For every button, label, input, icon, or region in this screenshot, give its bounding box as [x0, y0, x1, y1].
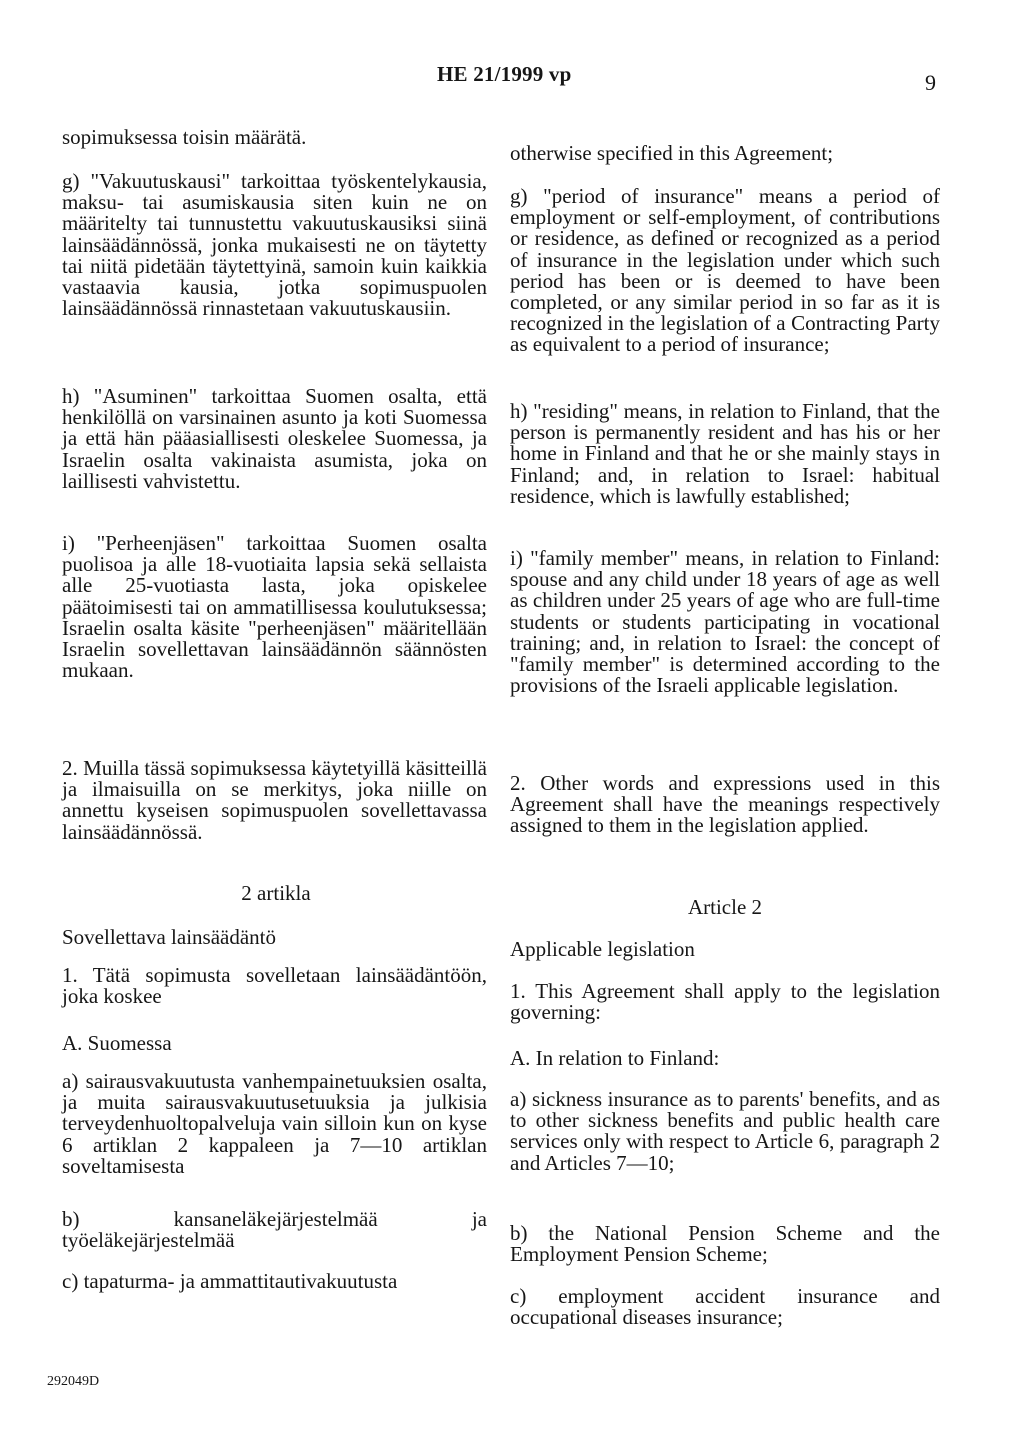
- page-number: 9: [925, 70, 936, 95]
- left-definition-g: g) "Vakuutuskausi" tarkoittaa työskentelykausia, maksu- tai asumiskausia siten kuin ne on määritelty tai tunnustettu vakuutuskausiksi siinä lainsäädännössä, jonka mukaisesti ne on täytetty tai niitä pidetään täytettyinä, samoin kuin kaikkia vastaavia kausia, jotka sopimuspuolen lainsäädännössä rinnastetaan vakuutuskausiin.: [62, 169, 487, 321]
- right-definition-h: h) "residing" means, in relation to Finland, that the person is permanently resident and has his or her home in Finland and that he or she mainly stays in Finland; and, in relation to Israel: habitual residence, which is lawfully established;: [510, 399, 940, 508]
- right-paragraph-2: 2. Other words and expressions used in this Agreement shall have the meanings respectively assigned to them in the legislation applied.: [510, 771, 940, 838]
- left-paragraph-2: 2. Muilla tässä sopimuksessa käytetyillä käsitteillä ja ilmaisuilla on se merkitys, joka niille on annettu kyseisen sopimuspuolen sovellettavassa lainsäädännössä.: [62, 756, 487, 844]
- right-article-subheading: Applicable legislation: [510, 937, 695, 961]
- left-paragraph-1: 1. Tätä sopimusta sovelletaan lainsäädäntöön, joka koskee: [62, 963, 487, 1009]
- right-article-heading: Article 2: [687, 895, 763, 919]
- right-item-c: c) employment accident insurance and occupational diseases insurance;: [510, 1284, 940, 1330]
- left-article-subheading: Sovellettava lainsäädäntö: [62, 925, 277, 949]
- right-paragraph-1: 1. This Agreement shall apply to the legislation governing:: [510, 979, 940, 1025]
- left-definition-i: i) "Perheenjäsen" tarkoittaa Suomen osalta puolisoa ja alle 18-vuotiaita lapsia sekä sellaista alle 25-vuotiasta lasta, joka opiskelee päätoimisesti tai on ammatillisessa koulutuksessa; Israelin osalta käsite "perheenjäsen" määritellään Israelin sovellettavan lainsäädännön säännösten mukaan.: [62, 531, 487, 683]
- document-code: 292049D: [47, 1374, 100, 1389]
- right-intro-line: otherwise specified in this Agreement;: [510, 141, 834, 165]
- right-section-a-heading: A. In relation to Finland:: [510, 1046, 720, 1070]
- left-item-b: b) kansaneläkejärjestelmää ja työeläkejärjestelmää: [62, 1207, 487, 1253]
- right-item-b: b) the National Pension Scheme and the Employment Pension Scheme;: [510, 1221, 940, 1267]
- left-intro-line: sopimuksessa toisin määrätä.: [62, 125, 307, 149]
- right-item-a: a) sickness insurance as to parents' benefits, and as to other sickness benefits and public health care services only with respect to Article 6, paragraph 2 and Articles 7—10;: [510, 1087, 940, 1175]
- document-header-title: HE 21/1999 vp: [437, 62, 572, 86]
- left-section-a-heading: A. Suomessa: [62, 1031, 172, 1055]
- right-definition-i: i) "family member" means, in relation to Finland: spouse and any child under 18 years of age as well as children under 25 years of age who are full-time students or students participating in vocational training; and, in relation to Israel: the concept of "family member" is determined according to the provisions of the Israeli applicable legislation.: [510, 546, 940, 698]
- left-item-a: a) sairausvakuutusta vanhempainetuuksien osalta, ja muita sairausvakuutusetuuksia ja julkisia terveydenhuoltopalveluja vain silloin kun on kyse 6 artiklan 2 kappaleen ja 7—10 artiklan soveltamisesta: [62, 1069, 487, 1178]
- left-item-c: c) tapaturma- ja ammattitautivakuutusta: [62, 1269, 398, 1293]
- left-article-heading: 2 artikla: [241, 881, 311, 905]
- left-definition-h: h) "Asuminen" tarkoittaa Suomen osalta, että henkilöllä on varsinainen asunto ja koti Suomessa ja että hän pääasiallisesti oleskelee Suomessa, ja Israelin osalta vakinaista asumista, joka on laillisesti vahvistettu.: [62, 384, 487, 493]
- right-definition-g: g) "period of insurance" means a period of employment or self-employment, of contributions or residence, as defined or recognized as a period of insurance in the legislation under which such period has been or is deemed to have been completed, or any similar period in so far as it is recognized in the legislation of a Contracting Party as equivalent to a period of insurance;: [510, 184, 940, 357]
